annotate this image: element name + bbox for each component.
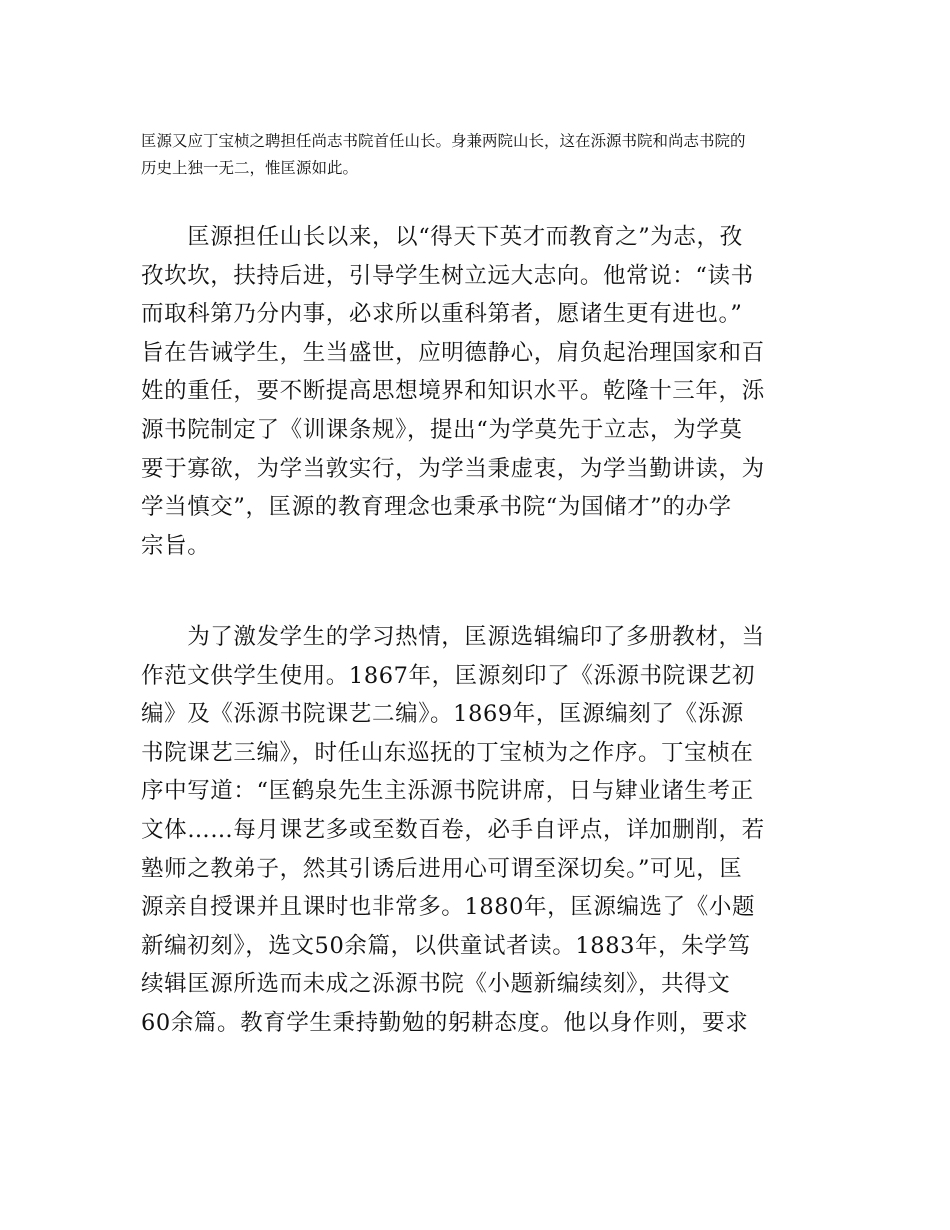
text-line: 塾师之教弟子，然其引诱后进用心可谓至深切矣。”可见，匡 [141,855,743,882]
text-line: 匡源担任山长以来，以“得天下英才而教育之”为志，孜 [141,224,743,250]
text-line: 姓的重任，要不断提高思想境界和知识水平。乾隆十三年，泺 [141,378,765,405]
text-line: 要于寡欲，为学当敦实行，为学当秉虚衷，为学当勤讲读，为 [141,455,765,482]
text-line: 序中写道：“匡鹤泉先生主泺源书院讲席，日与肄业诸生考正 [141,778,754,805]
text-line: 旨在告诫学生，生当盛世，应明德静心，肩负起治理国家和百 [141,339,765,366]
text-line: 编》及《泺源书院课艺二编》。1869年，匡源编刻了《泺源 [141,701,744,728]
text-line: 新编初刻》，选文50余篇，以供童试者读。1883年，朱学笃 [141,932,751,959]
text-line: 历史上独一无二，惟匡源如此。 [141,159,359,177]
paragraph-teaching-philosophy [141,218,813,565]
text-line: 学当慎交”，匡源的教育理念也秉承书院“为国储才”的办学 [141,494,732,521]
intro-text-block [141,128,813,182]
text-line: 作范文供学生使用。1867年，匡源刻印了《泺源书院课艺初 [141,662,756,689]
text-line: 孜坎坎，扶持后进，引导学生树立远大志向。他常说：“读书 [141,262,754,289]
paragraph-textbooks [141,618,813,1043]
text-line: 为了激发学生的学习热情，匡源选辑编印了多册教材，当 [141,624,765,650]
text-line: 而取科第乃分内事，必求所以重科第者，愿诸生更有进也。” [141,301,743,328]
text-line: 宗旨。 [141,532,211,559]
text-line: 匡源又应丁宝桢之聘担任尚志书院首任山长。身兼两院山长，这在泺源书院和尚志书院的 [141,132,746,150]
text-line: 60余篇。教育学生秉持勤勉的躬耕态度。他以身作则，要求 [141,1009,749,1036]
text-line: 书院课艺三编》，时任山东巡抚的丁宝桢为之作序。丁宝桢在 [141,739,754,766]
text-line: 文体……每月课艺多或至数百卷，必手自评点，详加删削，若 [141,816,765,843]
text-line: 源亲自授课并且课时也非常多。1880年，匡源编选了《小题 [141,894,756,921]
text-line: 续辑匡源所选而未成之泺源书院《小题新编续刻》，共得文 [141,971,731,998]
text-line: 源书院制定了《训课条规》，提出“为学莫先于立志，为学莫 [141,416,743,443]
